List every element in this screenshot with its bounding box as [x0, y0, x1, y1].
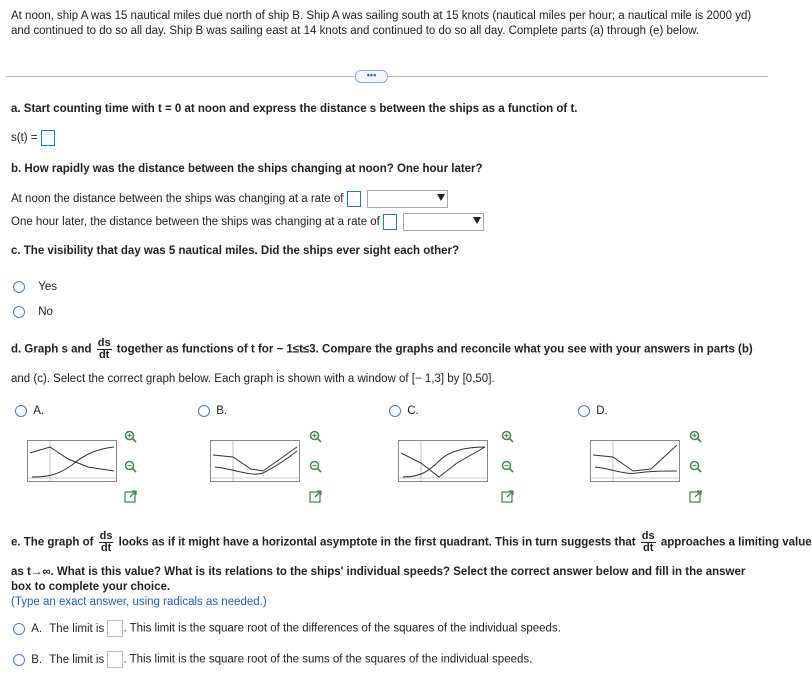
part-e-pre: e. The graph of [11, 536, 94, 549]
frac-num: ds [97, 337, 111, 349]
option-yes[interactable] [13, 281, 57, 293]
part-b-line2: One hour later, the distance between the ships was changing at a rate of [11, 216, 380, 229]
open-in-window-icon[interactable] [501, 490, 514, 503]
problem-intro: At noon, ship A was 15 nautical miles due north of ship B. Ship A was sailing south at 15 knots (nautical miles per hour; a nautical mile is 2000 yd) and continued to do so all day. Ship B was sailing east at 14 knots and continued to do so all day. Complete parts (a) through (e) below. [11, 10, 752, 37]
option-yes-label: Yes [38, 281, 57, 294]
zoom-in-icon[interactable] [689, 430, 702, 443]
limit-b-answer-box[interactable] [107, 651, 123, 668]
part-a-text: a. Start counting time with t = 0 at noon and express the distance s between the ships as a function of t. [11, 103, 578, 115]
hour-later-rate-answer-box[interactable] [383, 214, 397, 230]
zoom-out-icon[interactable] [689, 460, 702, 473]
part-e-line1 [11, 531, 812, 554]
open-in-window-icon[interactable] [689, 490, 702, 503]
radio-graph-c[interactable] [389, 405, 401, 417]
graph-option-b[interactable] [198, 405, 227, 417]
part-e-line2: as t→∞. What is this value? What is its relations to the ships' individual speeds? Select the correct answer below and fill in the answer box to complete your choice. [11, 566, 746, 593]
radio-graph-d[interactable] [578, 405, 590, 417]
zoom-out-icon[interactable] [309, 460, 322, 473]
part-d-line1 [11, 338, 753, 361]
limit-option-a-pre: The limit is [49, 622, 105, 635]
part-b-line1: At noon the distance between the ships was changing at a rate of [11, 193, 344, 206]
radio-graph-b[interactable] [198, 405, 210, 417]
part-a-label: s(t) = [11, 132, 38, 145]
part-d-line2: and (c). Select the correct graph below. Each graph is shown with a window of [− 1,3] by [0,50]. [11, 373, 495, 385]
graph-c-label: C. [407, 405, 419, 418]
part-d-post: together as functions of t for − 1≤t≤3. Compare the graphs and reconcile what you see with your answers in parts (b) [116, 343, 753, 356]
limit-option-a-post: . This limit is the square root of the differences of the squares of the individual speeds. [123, 622, 561, 635]
radio-limit-b[interactable] [13, 654, 25, 666]
noon-rate-units-dropdown[interactable] [367, 190, 448, 208]
frac-num: ds [641, 530, 655, 542]
graph-d-thumbnail[interactable] [590, 440, 680, 482]
part-e-hint: (Type an exact answer, using radicals as needed.) [11, 596, 267, 608]
frac-num: ds [99, 530, 113, 542]
option-no-label: No [38, 306, 53, 319]
ds-dt-fraction [641, 531, 656, 554]
zoom-out-icon[interactable] [124, 460, 137, 473]
ds-dt-fraction [97, 338, 112, 361]
limit-a-answer-box[interactable] [107, 620, 123, 637]
part-d-pre: d. Graph s and [11, 343, 92, 356]
limit-option-b-pre: The limit is [49, 653, 105, 666]
limit-option-a[interactable] [13, 620, 561, 637]
part-e-mid: looks as if it might have a horizontal asymptote in the first quadrant. This in turn suggests that [118, 536, 636, 549]
graph-c-thumbnail[interactable] [398, 440, 488, 482]
open-in-window-icon[interactable] [309, 490, 322, 503]
graph-option-c[interactable] [389, 405, 419, 417]
expand-button[interactable]: ••• [355, 70, 388, 83]
graph-a-thumbnail[interactable] [27, 440, 117, 482]
zoom-out-icon[interactable] [501, 460, 514, 473]
part-b-row-2 [11, 213, 484, 231]
limit-option-b[interactable] [13, 651, 532, 668]
graph-b-thumbnail[interactable] [210, 440, 300, 482]
frac-den: dt [97, 349, 112, 361]
hour-later-rate-units-dropdown[interactable] [403, 213, 484, 231]
radio-yes[interactable] [13, 281, 25, 293]
graph-b-label: B. [216, 405, 228, 418]
part-b-row-1 [11, 190, 448, 208]
st-answer-box[interactable] [41, 130, 55, 146]
zoom-in-icon[interactable] [309, 430, 322, 443]
part-c-text: c. The visibility that day was 5 nautical miles. Did the ships ever sight each other? [11, 245, 459, 257]
graph-option-a[interactable] [15, 405, 44, 417]
part-e-post: approaches a limiting value [660, 536, 812, 549]
part-a-row [11, 130, 55, 146]
zoom-in-icon[interactable] [501, 430, 514, 443]
chevron-down-icon [437, 194, 445, 201]
radio-graph-a[interactable] [15, 405, 27, 417]
limit-option-b-letter: B. [31, 653, 43, 666]
limit-option-a-letter: A. [31, 622, 43, 635]
graph-option-d[interactable] [578, 405, 608, 417]
limit-option-b-post: . This limit is the square root of the sums of the squares of the individual speeds. [123, 653, 533, 666]
graph-a-label: A. [33, 405, 45, 418]
noon-rate-answer-box[interactable] [347, 191, 361, 207]
chevron-down-icon [473, 217, 481, 224]
radio-no[interactable] [13, 306, 25, 318]
graph-d-label: D. [596, 405, 608, 418]
radio-limit-a[interactable] [13, 623, 25, 635]
ds-dt-fraction [99, 531, 114, 554]
part-b-text: b. How rapidly was the distance between the ships changing at noon? One hour later? [11, 163, 483, 175]
frac-den: dt [99, 542, 114, 554]
option-no[interactable] [13, 306, 53, 318]
zoom-in-icon[interactable] [124, 430, 137, 443]
open-in-window-icon[interactable] [124, 490, 137, 503]
frac-den: dt [641, 542, 656, 554]
